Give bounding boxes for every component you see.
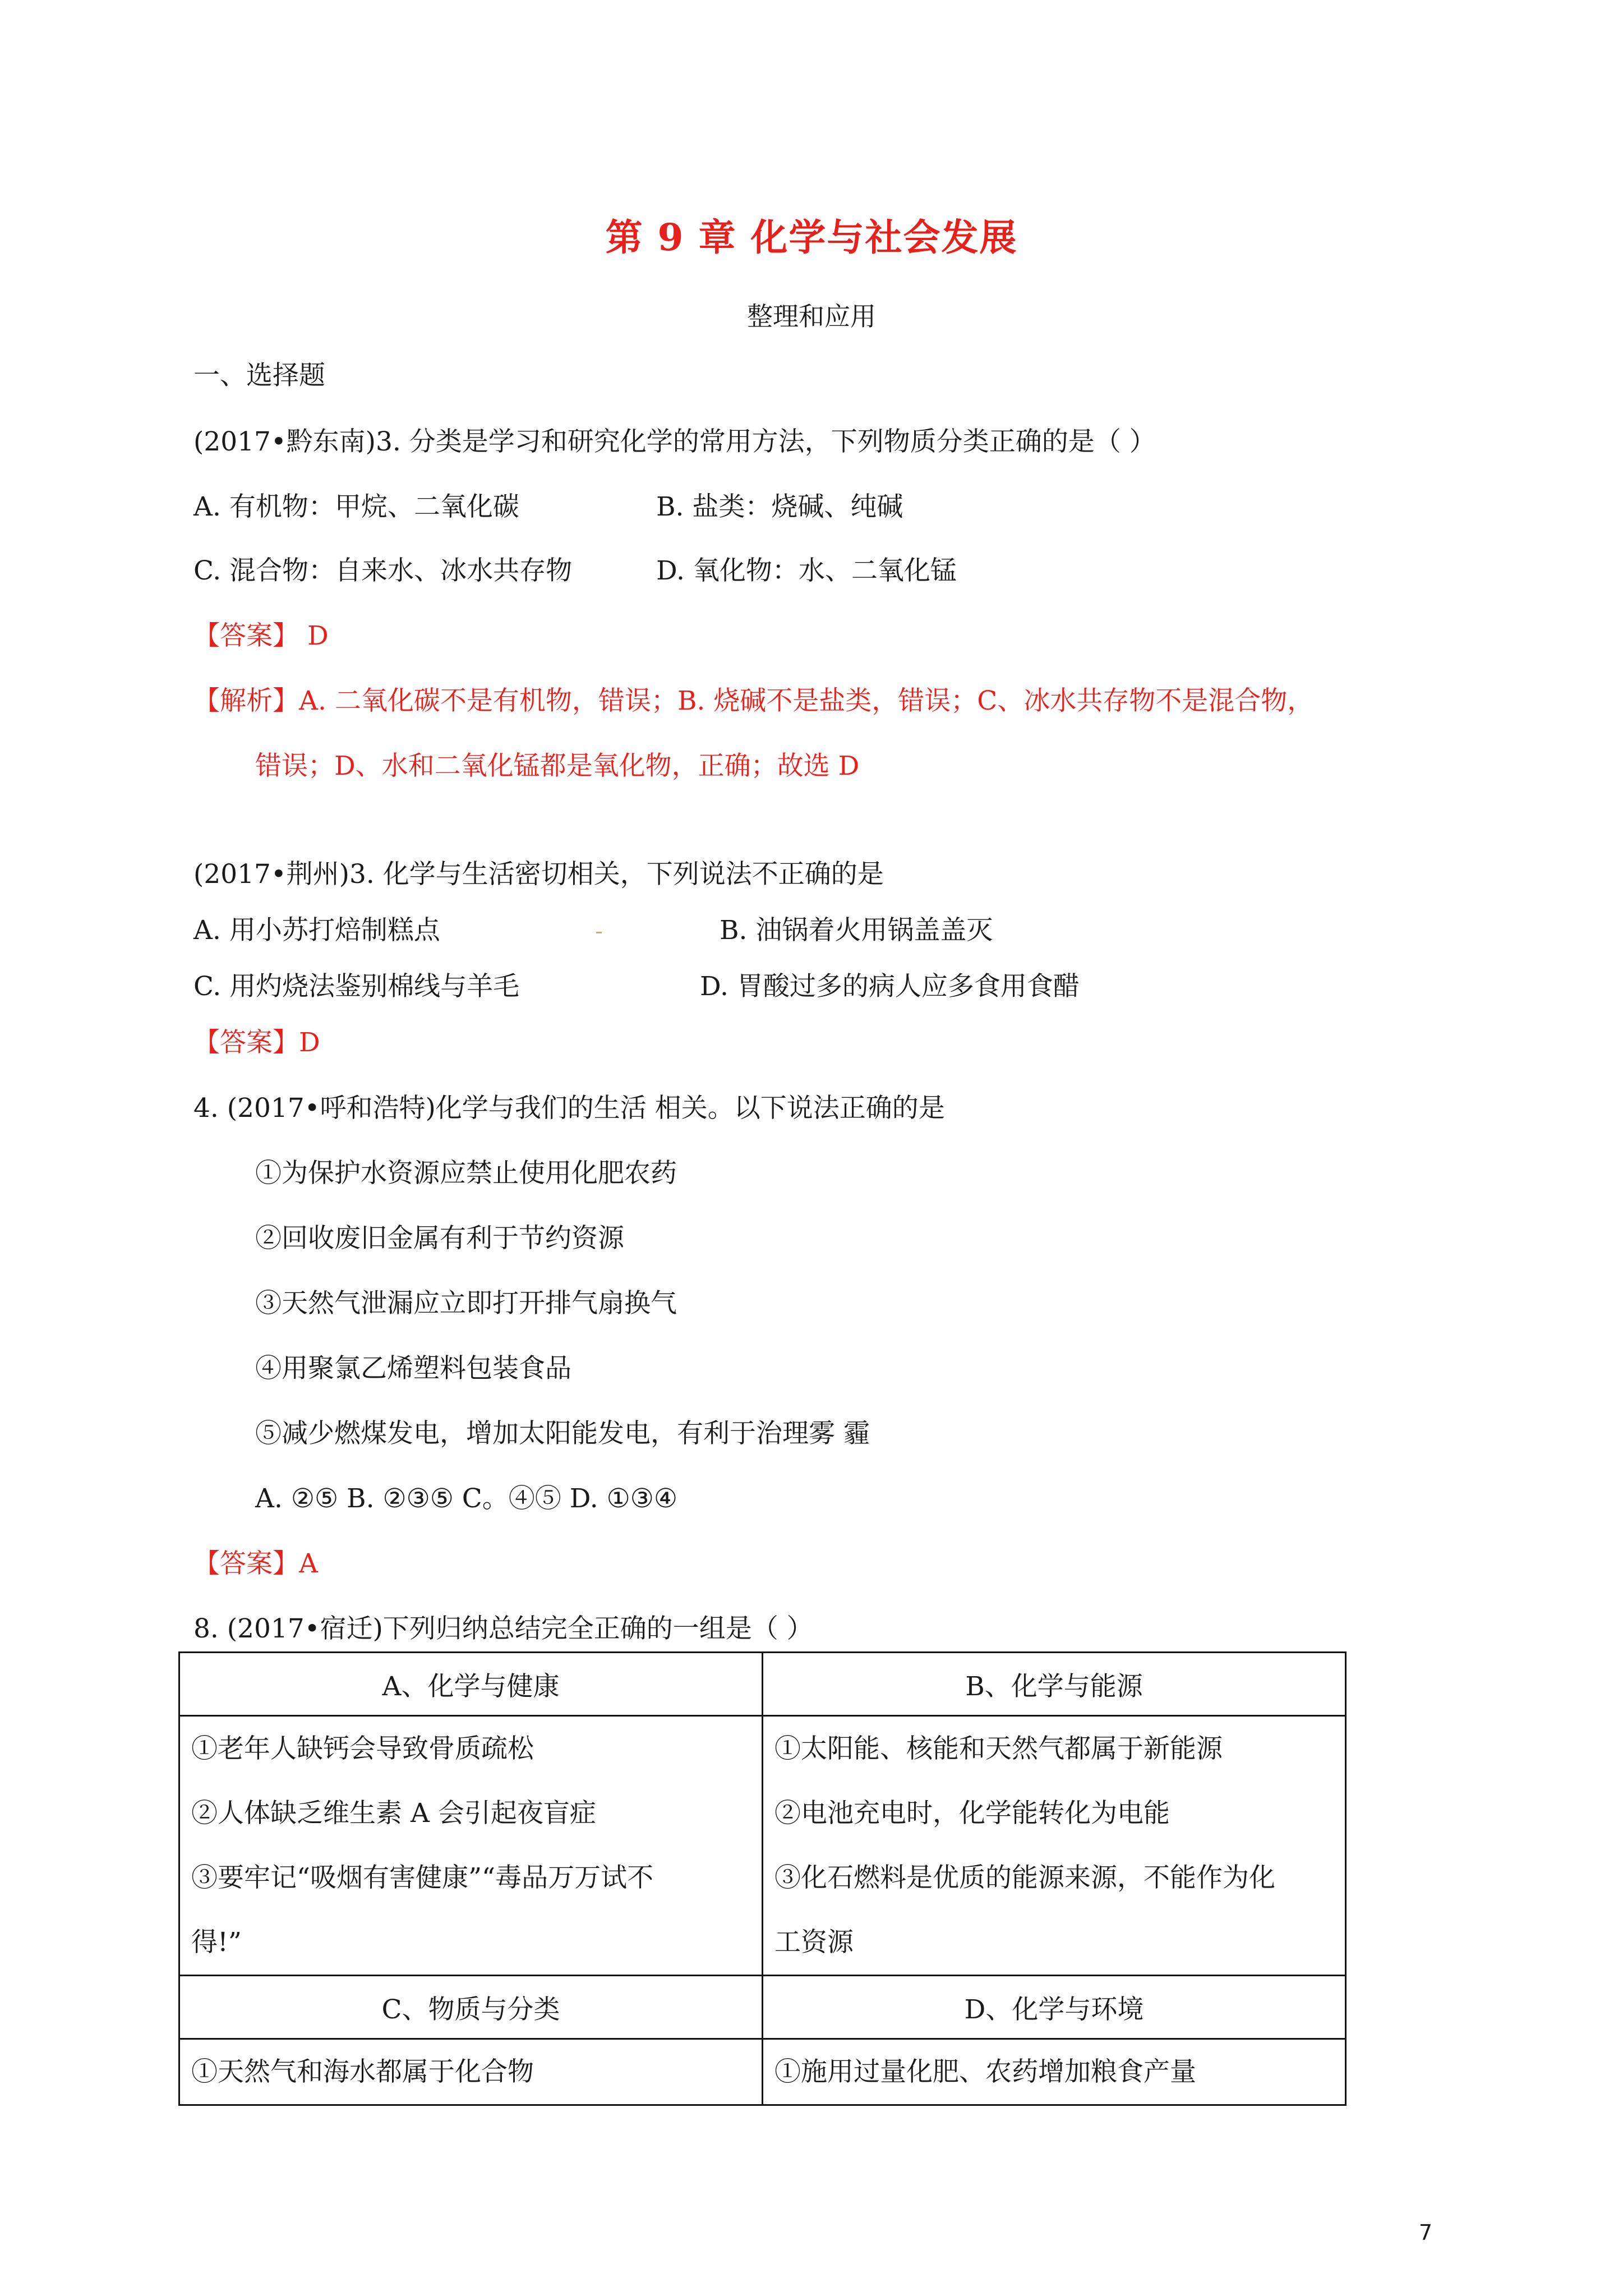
table-cell-a <box>179 1716 763 1976</box>
table-cell-line: 得!” <box>191 1927 242 1958</box>
page-number: 7 <box>1418 2220 1432 2245</box>
q3-item-2: ②回收废旧金属有利于节约资源 <box>255 1223 624 1254</box>
q1-analysis <box>193 684 1313 718</box>
q1-option-d: D. 氧化物：水、二氧化锰 <box>656 555 957 586</box>
q2-option-d: D. 胃酸过多的病人应多食用食醋 <box>700 971 1080 1002</box>
q3-options: A. ②⑤ B. ②③⑤ C。④⑤ D. ①③④ <box>255 1483 677 1514</box>
q2-answer <box>193 1026 320 1060</box>
summary-table <box>178 1651 1347 2106</box>
page-title: 第 9 章 化学与社会发展 <box>605 215 1018 259</box>
table-cell-line: ③要牢记“吸烟有害健康”“毒品万万试不 <box>191 1862 654 1893</box>
table-cell-line: ②人体缺乏维生素 A 会引起夜盲症 <box>191 1798 596 1829</box>
table-cell-line: ①天然气和海水都属于化合物 <box>191 2056 534 2087</box>
table-cell-line: ①老年人缺钙会导致骨质疏松 <box>191 1733 534 1764</box>
q3-item-3: ③天然气泄漏应立即打开排气扇换气 <box>255 1288 677 1319</box>
q3-answer <box>193 1547 318 1581</box>
q1-option-c: C. 混合物：自来水、冰水共存物 <box>193 555 573 586</box>
table-cell-c <box>179 2039 763 2105</box>
table-head-d: D、化学与环境 <box>763 1976 1346 2039</box>
section-heading: 一、选择题 <box>193 360 325 391</box>
table-cell-line: ②电池充电时，化学能转化为电能 <box>774 1798 1170 1829</box>
table-cell-line: ①太阳能、核能和天然气都属于新能源 <box>774 1733 1223 1764</box>
q2-option-c: C. 用灼烧法鉴别棉线与羊毛 <box>193 971 520 1002</box>
table-cell-line: 工资源 <box>774 1927 854 1958</box>
q3-item-4: ④用聚氯乙烯塑料包装食品 <box>255 1353 571 1384</box>
answer-value: D <box>299 1027 320 1058</box>
q3-stem: 4. (2017•呼和浩特)化学与我们的生活 相关。以下说法正确的是 <box>193 1093 945 1124</box>
q1-answer <box>193 619 329 653</box>
table-cell-d <box>763 2039 1346 2105</box>
page-subtitle: 整理和应用 <box>747 301 876 332</box>
q1-stem: (2017•黔东南)3. 分类是学习和研究化学的常用方法，下列物质分类正确的是（ ） <box>193 426 1156 457</box>
stray-mark <box>596 932 602 933</box>
table-cell-b <box>763 1716 1346 1976</box>
q3-item-1: ①为保护水资源应禁止使用化肥农药 <box>255 1158 677 1189</box>
q2-stem: (2017•荆州)3. 化学与生活密切相关，下列说法不正确的是 <box>193 859 884 890</box>
q1-option-b: B. 盐类：烧碱、纯碱 <box>656 491 903 522</box>
q3-item-5: ⑤减少燃煤发电，增加太阳能发电，有利于治理雾 霾 <box>255 1418 870 1449</box>
q2-option-b: B. 油锅着火用锅盖盖灭 <box>720 915 993 946</box>
q1-option-a: A. 有机物：甲烷、二氧化碳 <box>193 491 519 522</box>
answer-label: 【答案】 <box>193 1548 299 1579</box>
answer-value: A <box>299 1548 318 1579</box>
answer-label: 【答案】 <box>193 620 299 651</box>
table-cell-line: ①施用过量化肥、农药增加粮食产量 <box>774 2056 1196 2087</box>
q4-stem: 8. (2017•宿迁)下列归纳总结完全正确的一组是（ ） <box>193 1613 813 1644</box>
table-head-c: C、物质与分类 <box>179 1976 763 2039</box>
analysis-text-line1: A. 二氧化碳不是有机物，错误；B. 烧碱不是盐类，错误；C、冰水共存物不是混合物， <box>299 685 1314 716</box>
table-cell-line: ③化石燃料是优质的能源来源，不能作为化 <box>774 1862 1275 1893</box>
q1-analysis-line2: 错误；D、水和二氧化锰都是氧化物，正确；故选 D <box>255 751 860 781</box>
table-head-a: A、化学与健康 <box>179 1653 763 1716</box>
answer-label: 【答案】 <box>193 1027 299 1058</box>
q2-option-a: A. 用小苏打焙制糕点 <box>193 915 440 946</box>
answer-value: D <box>307 620 329 651</box>
analysis-label: 【解析】 <box>193 685 299 716</box>
table-head-b: B、化学与能源 <box>763 1653 1346 1716</box>
